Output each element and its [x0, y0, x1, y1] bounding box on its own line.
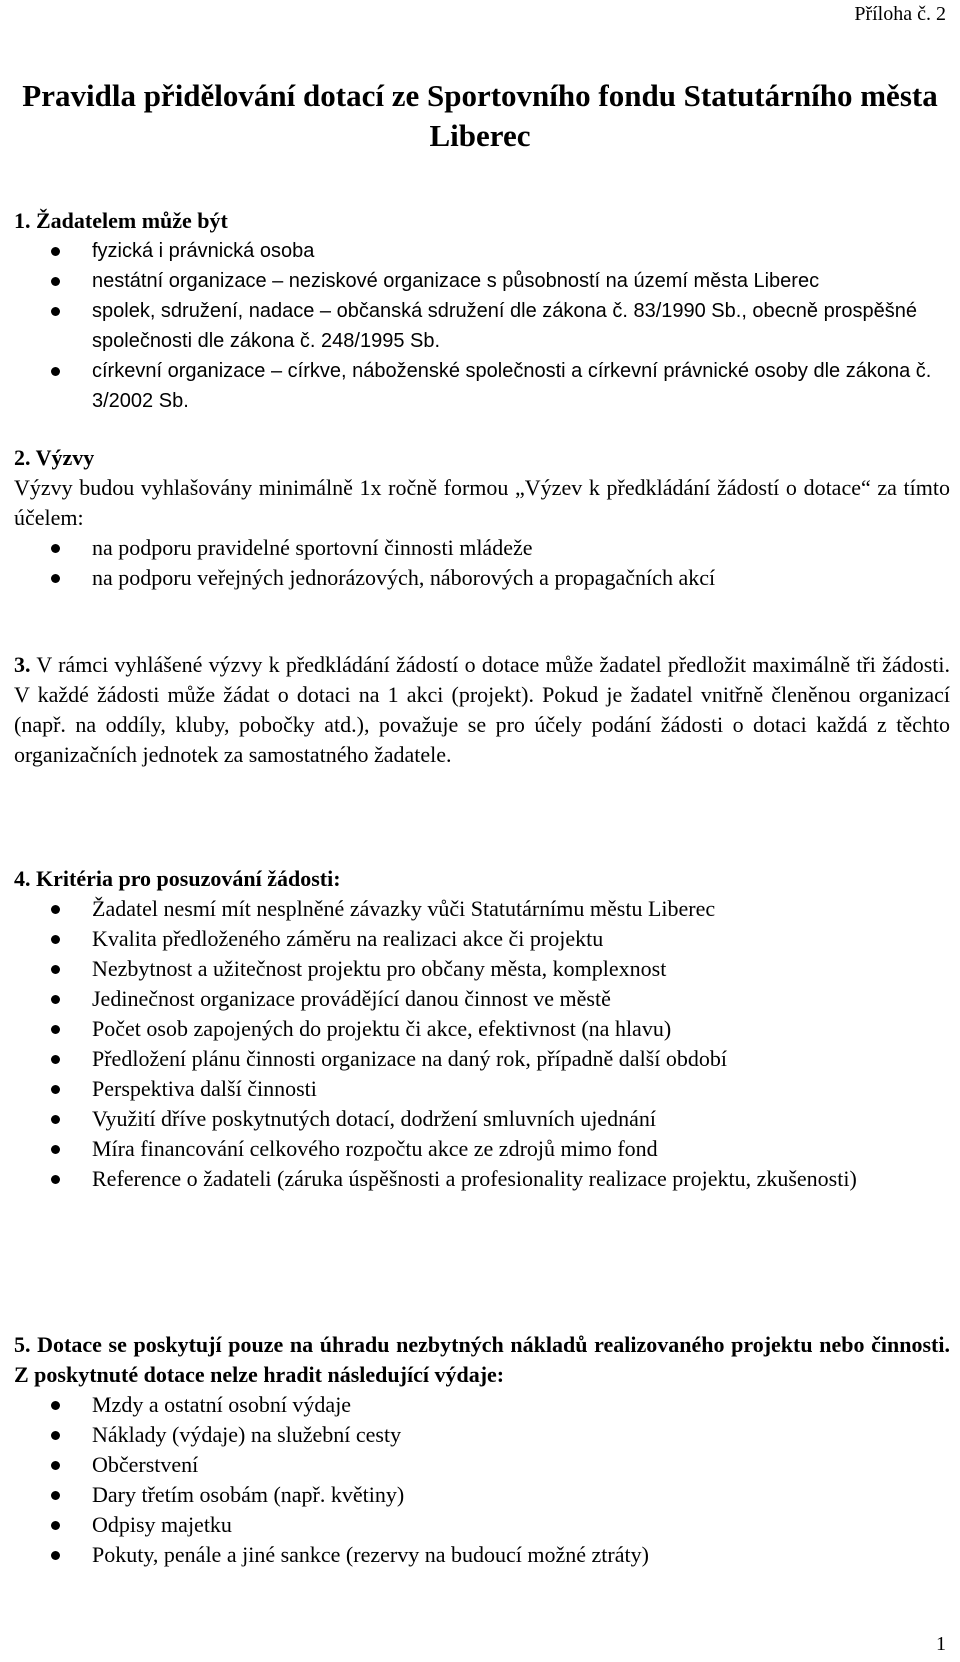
calls-purpose-list — [14, 533, 950, 593]
list-item: Náklady (výdaje) na služební cesty — [14, 1420, 950, 1450]
section-applicants — [14, 206, 950, 416]
list-item: Dary třetím osobám (např. květiny) — [14, 1480, 950, 1510]
section-eligible-costs — [14, 1330, 950, 1570]
bullet-icon — [51, 1175, 60, 1184]
list-item: Využití dříve poskytnutých dotací, dodržení smluvních ujednání — [14, 1104, 950, 1134]
list-item: Pokuty, penále a jiné sankce (rezervy na budoucí možné ztráty) — [14, 1540, 950, 1570]
section-heading: 2. Výzvy — [14, 445, 95, 470]
bullet-icon — [51, 935, 60, 944]
page-number: 1 — [936, 1633, 946, 1655]
bullet-icon — [51, 1401, 60, 1410]
section-number: 3. — [14, 652, 31, 677]
list-item: Nezbytnost a užitečnost projektu pro občany města, komplexnost — [14, 954, 950, 984]
list-item: fyzická i právnická osoba — [14, 236, 950, 266]
document-title: Pravidla přidělování dotací ze Sportovního fondu Statutárního města Liberec — [22, 78, 938, 153]
annex-label: Příloha č. 2 — [854, 3, 946, 25]
list-item: Počet osob zapojených do projektu či akce, efektivnost (na hlavu) — [14, 1014, 950, 1044]
bullet-icon — [51, 247, 60, 256]
excluded-costs-list — [14, 1390, 950, 1570]
bullet-icon — [51, 1145, 60, 1154]
list-item: na podporu pravidelné sportovní činnosti mládeže — [14, 533, 950, 563]
applicant-list — [14, 236, 950, 416]
bullet-icon — [51, 1115, 60, 1124]
list-item: na podporu veřejných jednorázových, náborových a propagačních akcí — [14, 563, 950, 593]
list-item: spolek, sdružení, nadace – občanská sdružení dle zákona č. 83/1990 Sb., obecně prospěšné společnosti dle zákona č. 248/1995 Sb. — [14, 296, 950, 356]
bullet-icon — [51, 965, 60, 974]
bullet-icon — [51, 277, 60, 286]
bullet-icon — [51, 574, 60, 583]
list-item: nestátní organizace – neziskové organizace s působností na území města Liberec — [14, 266, 950, 296]
list-item: Kvalita předloženého záměru na realizaci akce či projektu — [14, 924, 950, 954]
section-text: 3. V rámci vyhlášené výzvy k předkládání žádostí o dotace může žadatel předložit maximálně tři žádosti. V každé žádosti může žádat o dotaci na 1 akci (projekt). Pokud je žadatel vnitřně členěnou organizací (např. na oddíly, kluby, pobočky atd.), považuje se pro účely podání žádosti o dotaci každá z těchto organizačních jednotek za samostatného žadatele. — [14, 652, 950, 767]
section-criteria — [14, 864, 950, 1194]
bullet-icon — [51, 307, 60, 316]
list-item: Perspektiva další činnosti — [14, 1074, 950, 1104]
section-heading: 1. Žadatelem může být — [14, 208, 228, 233]
bullet-icon — [51, 1431, 60, 1440]
list-item: Mzdy a ostatní osobní výdaje — [14, 1390, 950, 1420]
bullet-icon — [51, 1491, 60, 1500]
criteria-list — [14, 894, 950, 1194]
list-item: Odpisy majetku — [14, 1510, 950, 1540]
section-heading: 4. Kritéria pro posuzování žádosti: — [14, 866, 341, 891]
list-item: Žadatel nesmí mít nesplněné závazky vůči Statutárnímu městu Liberec — [14, 894, 950, 924]
section-text: Výzvy budou vyhlašovány minimálně 1x ročně formou „Výzev k předkládání žádostí o dotace“ za tímto účelem: — [14, 475, 950, 530]
section-applications-limit — [14, 650, 950, 770]
bullet-icon — [51, 995, 60, 1004]
section-heading: 5. Dotace se poskytují pouze na úhradu nezbytných nákladů realizovaného projektu nebo činnosti. Z poskytnuté dotace nelze hradit následující výdaje: — [14, 1332, 950, 1387]
section-calls — [14, 443, 950, 593]
bullet-icon — [51, 544, 60, 553]
bullet-icon — [51, 1521, 60, 1530]
list-item: Reference o žadateli (záruka úspěšnosti a profesionality realizace projektu, zkušenosti) — [14, 1164, 950, 1194]
list-item: církevní organizace – církve, náboženské společnosti a církevní právnické osoby dle zákona č. 3/2002 Sb. — [14, 356, 950, 416]
bullet-icon — [51, 1461, 60, 1470]
bullet-icon — [51, 1551, 60, 1560]
bullet-icon — [51, 367, 60, 376]
list-item: Občerstvení — [14, 1450, 950, 1480]
bullet-icon — [51, 1055, 60, 1064]
bullet-icon — [51, 1025, 60, 1034]
list-item: Míra financování celkového rozpočtu akce ze zdrojů mimo fond — [14, 1134, 950, 1164]
list-item: Jedinečnost organizace provádějící danou činnost ve městě — [14, 984, 950, 1014]
bullet-icon — [51, 905, 60, 914]
list-item: Předložení plánu činnosti organizace na daný rok, případně další období — [14, 1044, 950, 1074]
bullet-icon — [51, 1085, 60, 1094]
